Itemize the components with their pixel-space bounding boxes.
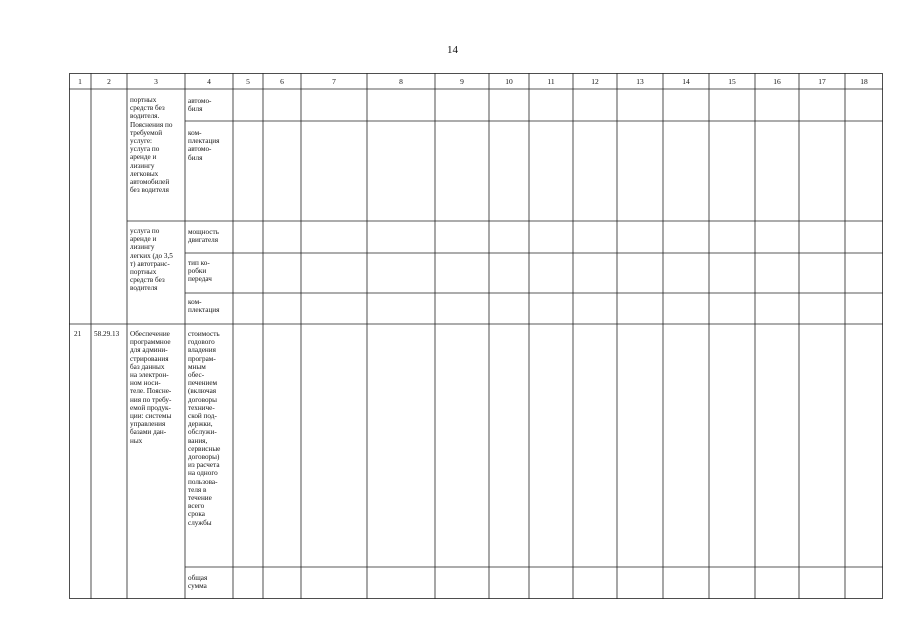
header-col-16: 16 (773, 77, 781, 86)
specification-table (69, 73, 883, 599)
header-col-1: 1 (78, 77, 82, 86)
header-col-3: 3 (154, 77, 158, 86)
header-col-2: 2 (107, 77, 111, 86)
row-21-characteristic-2: общая сумма (188, 574, 208, 591)
header-col-17: 17 (818, 77, 826, 86)
header-col-12: 12 (591, 77, 599, 86)
page-number: 14 (447, 44, 458, 56)
header-col-11: 11 (547, 77, 555, 86)
header-col-5: 5 (246, 77, 250, 86)
header-col-7: 7 (332, 77, 336, 86)
block-a-characteristic-1: автомо- биля (188, 97, 212, 114)
row-21-product-description: Обеспечение программное для админи- стрирования баз данных на электрон- ном носи- теле. Поясне- ния по требу- емой продук- ции: системы управления базами дан- ных (130, 330, 172, 445)
header-col-15: 15 (728, 77, 736, 86)
header-col-6: 6 (280, 77, 284, 86)
block-b-characteristic-3: ком- плектация (188, 298, 220, 315)
header-col-10: 10 (505, 77, 513, 86)
block-b-characteristic-1: мощность двигателя (188, 228, 219, 245)
header-col-18: 18 (860, 77, 868, 86)
header-col-9: 9 (460, 77, 464, 86)
block-a-service-description: портных средств без водителя. Пояснения по требуемой услуге: услуга по аренде и лизингу легковых автомобилей без водителя (130, 96, 173, 195)
header-col-4: 4 (207, 77, 211, 86)
header-col-14: 14 (682, 77, 690, 86)
block-b-service-description: услуга по аренде и лизингу легких (до 3,5 т) автотранс- портных средств без водителя (130, 227, 173, 293)
block-b-characteristic-2: тип ко- робки передач (188, 259, 212, 284)
row-21-okpd2-code: 58.29.13 (94, 330, 120, 338)
header-col-8: 8 (399, 77, 403, 86)
row-21-number: 21 (74, 330, 82, 338)
block-a-characteristic-2: ком- плектация автомо- биля (188, 129, 220, 162)
row-21-characteristic-1: стоимость годового владения програм- мным обес- печением (включая договоры техниче- ской под- держки, обслужи- вания, сервисные договоры) из расчета на одного пользова- теля в течение всего срока службы (188, 330, 221, 527)
header-col-13: 13 (636, 77, 644, 86)
